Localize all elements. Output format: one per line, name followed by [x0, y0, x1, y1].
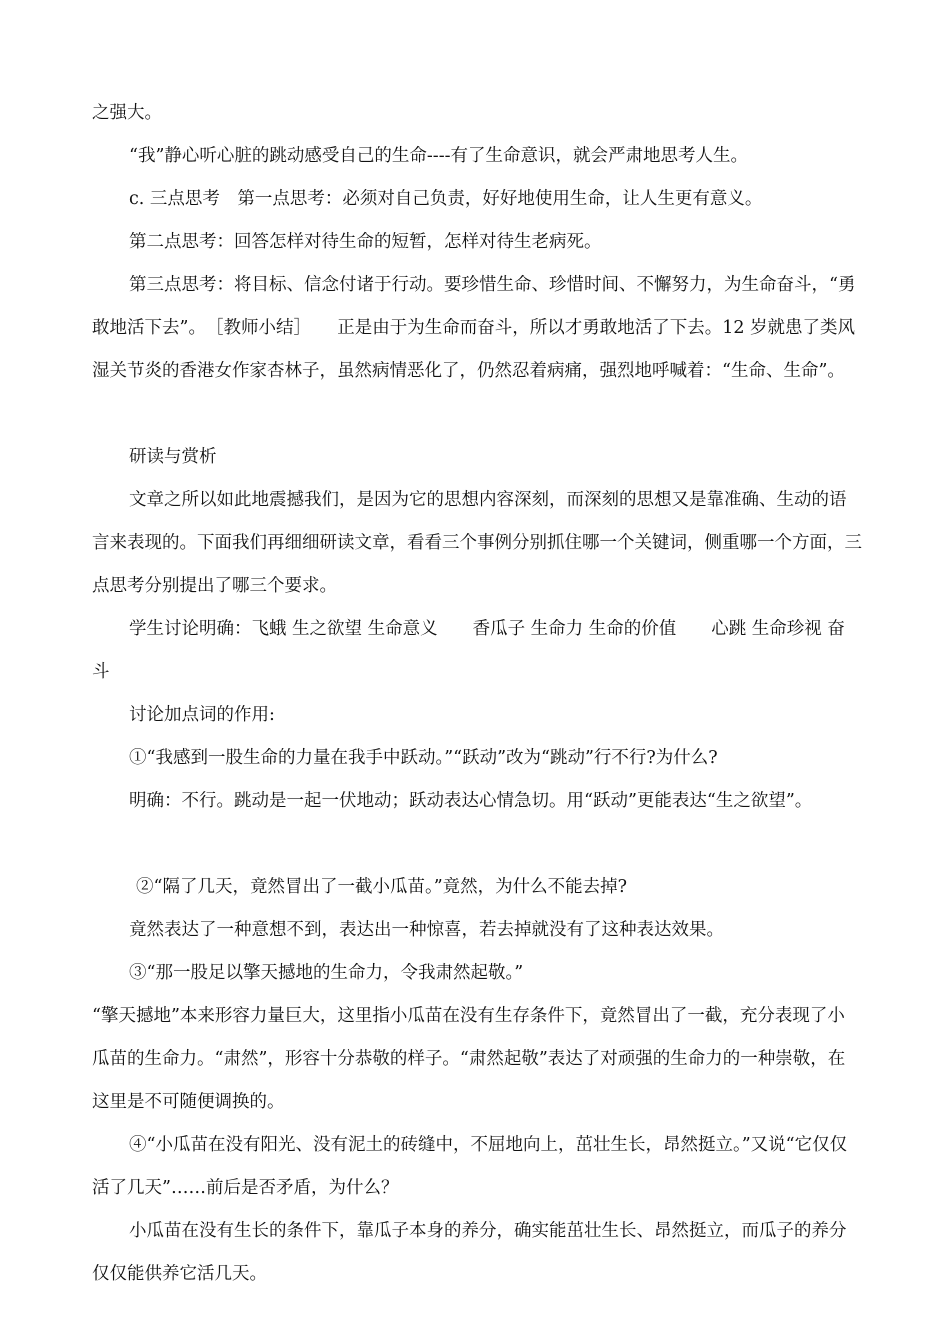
- paragraph-three-thoughts: c. 三点思考 第一点思考：必须对自己负责，好好地使用生命，让人生更有意义。: [129, 189, 763, 209]
- paragraph-answer-4: 小瓜苗在没有生长的条件下，靠瓜子本身的养分，确实能茁壮生长、昂然挺立，而瓜子的养分仅仅能供养它活几天。: [92, 1221, 847, 1284]
- paragraph-question-2: ②“隔了几天，竟然冒出了一截小瓜苗。”竟然，为什么不能去掉?: [136, 877, 628, 897]
- paragraph-question-3: ③“那一股足以擎天撼地的生命力，令我肃然起敬。”: [129, 963, 524, 983]
- paragraph-question-1: ①“我感到一股生命的力量在我手中跃动。”“跃动”改为“跳动”行不行?为什么?: [129, 748, 718, 768]
- paragraph-question-4: ④“小瓜苗在没有阳光、没有泥土的砖缝中，不屈地向上，茁壮生长，昂然挺立。”又说“它仅仅活了几天”……前后是否矛盾，为什么？: [92, 1135, 848, 1198]
- paragraph-answer-3: “擎天撼地”本来形容力量巨大，这里指小瓜苗在没有生存条件下，竟然冒出了一截，充分表现了小瓜苗的生命力。“肃然”，形容十分恭敬的样子。“肃然起敬”表达了对顽强的生命力的一种崇敬，在这里是不可随便调换的。: [92, 1006, 846, 1112]
- paragraph-discussion-heading: 讨论加点词的作用:: [129, 705, 275, 725]
- paragraph-answer-2: 竟然表达了一种意想不到，表达出一种惊喜，若去掉就没有了这种表达效果。: [129, 920, 724, 940]
- paragraph-second-thought: 第二点思考：回答怎样对待生命的短暂，怎样对待生老病死。: [129, 232, 602, 252]
- paragraph-answer-1: 明确：不行。跳动是一起一伏地动；跃动表达心情急切。用“跃动”更能表达“生之欲望”。: [129, 791, 813, 811]
- paragraph-life-awareness: “我”静心听心脏的跳动感受自己的生命----有了生命意识，就会严肃地思考人生。: [129, 146, 749, 166]
- section-heading-study: 研读与赏析: [129, 447, 217, 467]
- paragraph-continuation: 之强大。: [92, 103, 162, 123]
- paragraph-student-discussion: 学生讨论明确：飞蛾 生之欲望 生命意义 香瓜子 生命力 生命的价值 心跳 生命珍视 奋斗: [92, 619, 845, 682]
- paragraph-third-thought: 第三点思考：将目标、信念付诸于行动。要珍惜生命、珍惜时间、不懈努力，为生命奋斗，“勇敢地活下去”。 ［教师小结］ 正是由于为生命而奋斗，所以才勇敢地活了下去。12 岁就患了类风湿关节炎的香港女作家杏林子，虽然病情恶化了，仍然忍着病痛，强烈地呼喊着：“生命、生命”。: [92, 275, 856, 381]
- paragraph-study-intro: 文章之所以如此地震撼我们，是因为它的思想内容深刻，而深刻的思想又是靠准确、生动的语言来表现的。下面我们再细细研读文章，看看三个事例分别抓住哪一个关键词，侧重哪一个方面，三点思考分别提出了哪三个要求。: [92, 490, 862, 596]
